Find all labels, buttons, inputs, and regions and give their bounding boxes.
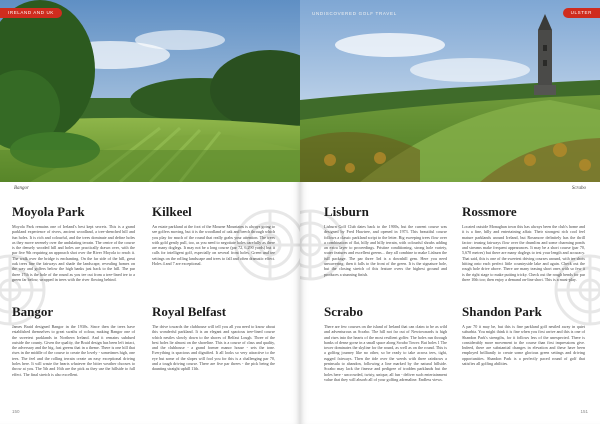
- page-number: 150: [12, 409, 20, 414]
- section-title: Shandon Park: [462, 304, 542, 319]
- article-rossmore: [462, 205, 585, 282]
- section-body: A par 70 it may be, but this is fine parkland golf nestled away in quiet suburbia. You might think it is fine when you first arrive and this is one of Shandon Park's strengths, for it follows less of the unexpected. There is considerably more movement to the course than first impressions give. Indeed, there are substantial changes in elevation and these have been employed brilliantly to create some glorious green settings and driving opportunities. Shandon Park is a perfectly paced round of golf that satisfies all golfing abilities.: [462, 324, 585, 367]
- section-body: Lisburn Golf Club dates back to the 1900s, but the current course was designed by Fred Hawtree, and opened in 1973. This beautiful course follows a classic parkland script to the letter. Big sweeping trees flow over a combination of flat, hilly and hilly terrain, with colourful shrubs adding an extra layer to proceedings. Pristine conditioning, strong hole variety, water features and excellent greens... they all combine to make Lisburn the full package. The par three 3rd is a downhill gem. Here you need unwavering; then it falls to the front of the green. It is the signature hole, but the closing stretch of this feature overs the highest ground and produces a stunning finish.: [324, 224, 447, 277]
- section-title: Royal Belfast: [152, 304, 227, 319]
- scrabo-photo: [300, 0, 600, 182]
- section-title: Scrabo: [324, 304, 363, 319]
- section-body: James Braid designed Bangor in the 1930s. Since then the trees have established themselves to great swaths of colour, making Bangor one of the sweetest parklands in Northern Ireland. And it remains subdued outside the county. Given the quality, the Braid design has been left intact, the adversary and the big, fast greens that in a theme. There is one hill that rises in the middle of the course to create the lovely - sometimes high, one tees. The feel and the rolling terrain create an easy exceptional driving holes here. It will waste the hearts whatever the bitter weather chooses to throw at you. The 5th and 16th are the pick as they use the hillside to full effect. The final stretch is also excellent.: [12, 324, 135, 377]
- article-kilkeel: [152, 205, 275, 266]
- section-tab: IRELAND AND UK: [0, 8, 62, 18]
- section-title: Bangor: [12, 304, 54, 319]
- photo-caption: Scrabo: [571, 186, 586, 191]
- article-shandon-park: [462, 305, 585, 366]
- section-body: There are few courses on the island of Ireland that can claim to be as wild and adventurous as Scrabo. The hill not far out of Newtownards is high and rises into the hearts of the most resilient golfer. The holes run through banks of dense gorse in a small space along Scrabo Tower. But holes 1 The tower dominates the skyline for the round, as well as on the round. This is a golfing journey like no other, so be ready to take across tees, tight, rugged fairways. Then the tide over the weeds with three rainbows a peninsula to abandon, following a line marked by the natural hillside. Scrabo may lack the finesse and pedigree of trodden parklands but the holes here - uncrowded, twisty, unique, all fun - deliver such entertainment value that they will absorb all of your golfing adrenaline. Endless views.: [324, 324, 447, 382]
- running-head: UNDISCOVERED GOLF TRAVEL: [312, 11, 397, 16]
- right-page: [300, 0, 600, 424]
- section-title: Kilkeel: [152, 204, 192, 219]
- section-title: Moyola Park: [12, 204, 85, 219]
- bangor-photo: [0, 0, 300, 182]
- article-moyola-park: [12, 205, 135, 282]
- section-body: The drive towards the clubhouse will tell you all you need to know about this wonderful parkland. It is an elegant and spacious tree-lined course which nestles slowly down to the shores of Belfast Lough. Three of the best holes lie almost on the shoreline. This is a course of class and quality, and the clubhouse - a grand former manor house - sets the tone. Everything is spacious and dignified. It all looks so very attractive to the eye but some of the slopes will fool you for this is a challenging par 70, and a tough driving course. There are five par threes - the pick being the daunting straight uphill 11th.: [152, 324, 275, 372]
- section-title: Lisburn: [324, 204, 369, 219]
- section-tab: ULSTER: [563, 8, 600, 18]
- photo-caption: Bangor: [14, 186, 29, 191]
- article-royal-belfast: [152, 305, 275, 372]
- article-bangor: [12, 305, 135, 377]
- article-scrabo: [324, 305, 447, 382]
- page-number: 151: [580, 409, 588, 414]
- section-body: Moyola Park remains one of Ireland's best kept secrets. This is a grand parkland experience of rivers, ancient woodland, a tree-drenched hill and fun holes. It is rich and colourful, and the trees dominate and define holes as they move serenely over the undulating terrain. The centre of the course is the densely wooded hill and holes are practically drawn over, with the par five 9th requiring an approach shot over the River Moyola to reach it. The walk over the bridge is enchanting. On the far side of the hill, great oak trees line the fairways and shade the landscape, revealing homes on the way and golfers below the high banks just back to the hill. The par three 17th is the hole of the round as you tee out from a tree-lined tee to a green far below, wrapped in trees with the river flowing behind.: [12, 224, 135, 282]
- section-body: Located outside Monaghan town this has always been the club's home and it is a fine, hilly and entertaining affair. Their strongest rich cool feel mature parklands around Ireland, but Rossmore definitely has the thrill factor: teasing fairways flow over the drumlins and some charming ponds and streams make frequent appearances. It may be a short course (par 70, 5,670 metres) but there are many doglegs to test your length and accuracy. That said, this is one of the sweetest driving courses around, with tee shots hitting onto each perfect little countryside lake and again. Check out the rough hole drive above. There are many teasing short ones with so few it is the right stage to make putting tricky. Check out the rough bends for par three 10th too; then enjoy a demand on-line short. This is a must-play.: [462, 224, 585, 282]
- section-body: An estate parkland at the foot of the Mourne Mountains is always going to see golfers moving, but it is the woodland of oak and beech through which you play for much of the round that really grabs your attention. The trees with gold gently pull, too, as you need to negotiate holes carefully as there are many doglegs. It may not be a long course (par 72, 6,290 yards) but it calls for intelligent golf, especially on several front holes. Green and tee settings on the rolling landscape and trees to fall and often dramatic effect. Holes 4 and 7 are exceptional.: [152, 224, 275, 267]
- section-title: Rossmore: [462, 204, 517, 219]
- article-lisburn: [324, 205, 447, 277]
